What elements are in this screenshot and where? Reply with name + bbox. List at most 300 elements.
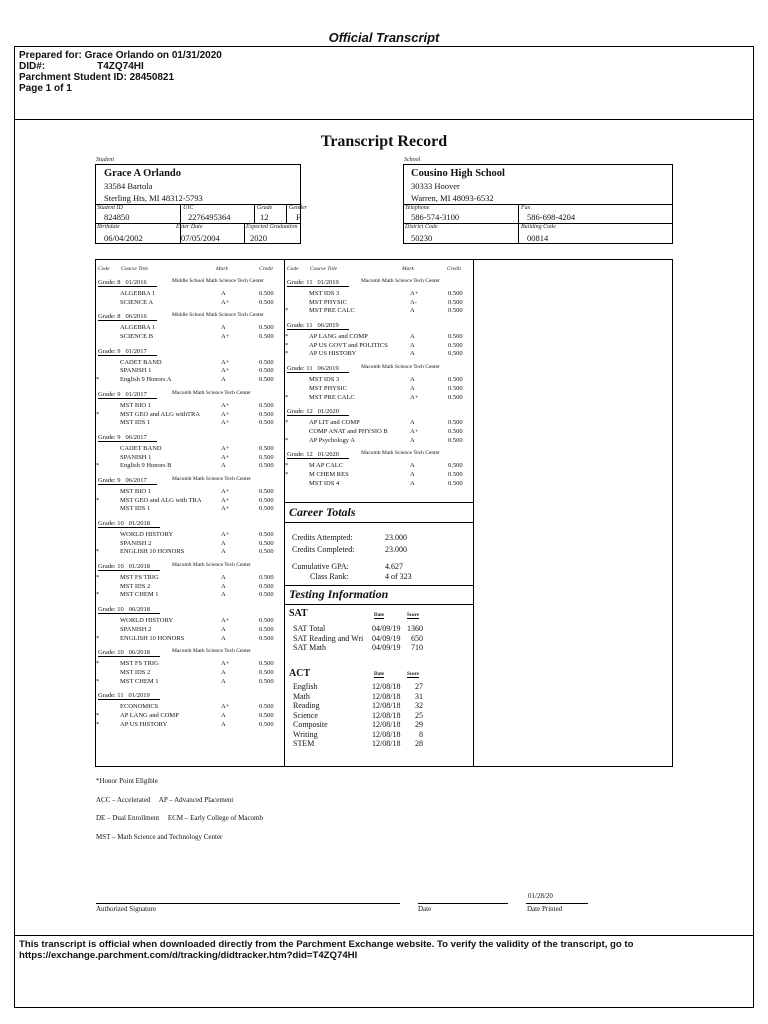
- course-mark: A: [221, 539, 226, 547]
- school-label: School: [404, 157, 421, 163]
- term-label: [98, 434, 157, 441]
- honor-marker: *: [285, 419, 289, 427]
- birthdate-value: 06/04/2002: [104, 233, 143, 243]
- term-header: [96, 476, 286, 488]
- term-label: [287, 451, 349, 458]
- course-mark: A: [221, 376, 226, 384]
- course-credit: 0.500: [259, 668, 274, 676]
- term-header: [285, 407, 473, 419]
- school-name: Cousino High School: [411, 168, 505, 179]
- test-date: 12/08/18: [372, 691, 401, 701]
- course-mark: A+: [221, 487, 230, 495]
- course-title: MST PRE CALC: [309, 307, 355, 315]
- term-date: 01/2018: [128, 563, 150, 571]
- course-mark: A: [221, 677, 226, 685]
- student-address2: Sterling Hts, MI 48312-5793: [104, 193, 203, 203]
- course-mark: A+: [221, 496, 230, 504]
- course-mark: A+: [221, 660, 230, 668]
- course-row: [96, 548, 286, 557]
- right-credit-header: Credit: [447, 266, 461, 272]
- right-title-header: Course Title: [310, 266, 338, 272]
- test-score-row: [293, 720, 473, 730]
- term-grade-date: [98, 563, 160, 571]
- course-mark: A: [221, 720, 226, 728]
- test-date: 12/08/18: [372, 710, 401, 720]
- course-mark: A: [410, 479, 415, 487]
- honor-marker: *: [96, 660, 100, 668]
- course-mark: A-: [410, 298, 417, 306]
- graduation-value: 2020: [250, 233, 267, 243]
- term-grade: Grade: 11: [287, 322, 313, 330]
- act-title: ACT: [289, 668, 311, 679]
- course-title: CADET BAND: [120, 358, 162, 366]
- test-score-row: [293, 730, 473, 740]
- term-date: 01/2020: [317, 408, 339, 416]
- course-title: MST GEO and ALG withTRA: [120, 410, 201, 418]
- credits-completed-value: 23.000: [385, 545, 407, 554]
- course-credit: 0.500: [259, 703, 274, 711]
- class-rank-value: 4 of 323: [385, 572, 412, 581]
- course-title: WORLD HISTORY: [120, 531, 174, 538]
- course-credit: 0.500: [259, 539, 274, 547]
- gender-label: Gender: [289, 205, 307, 211]
- course-title: MST FS TRIG: [120, 574, 159, 582]
- course-title: SCIENCE B: [120, 333, 154, 341]
- term-header: [96, 389, 289, 402]
- telephone-value: 586-574-3100: [411, 212, 460, 222]
- course-row: [96, 617, 286, 626]
- course-mark: A+: [410, 393, 419, 401]
- course-credit: 0.500: [259, 505, 274, 513]
- course-mark: A: [221, 574, 226, 582]
- course-mark: A: [410, 462, 415, 470]
- course-title: WORLD HISTORY: [120, 617, 174, 625]
- term-grade-date: [98, 348, 157, 356]
- course-row: [96, 324, 286, 333]
- course-credit: 0.500: [259, 720, 274, 728]
- course-credit: 0.500: [259, 419, 274, 427]
- course-row: [96, 411, 286, 420]
- course-row: [96, 660, 286, 669]
- test-score: 650: [411, 633, 423, 643]
- test-score: 710: [411, 643, 423, 652]
- course-title: MST IDS 2: [120, 582, 151, 590]
- term-header: [96, 648, 286, 660]
- course-credit: 0.500: [259, 401, 274, 409]
- sat-date-header: Date: [374, 613, 384, 618]
- term-label: [98, 477, 157, 484]
- course-row: [96, 712, 286, 721]
- date-line: [418, 903, 508, 904]
- course-title: SPANISH 2: [120, 539, 152, 547]
- term-institution: Macomb Math Science Tech Center: [172, 648, 251, 655]
- did-row: [19, 61, 222, 72]
- term-grade: Grade: 11: [287, 279, 313, 286]
- course-credit: 0.500: [259, 548, 274, 556]
- course-title: M AP CALC: [309, 462, 344, 470]
- course-title: MST FS TRIG: [120, 660, 159, 668]
- course-title: SPANISH 1: [120, 367, 152, 375]
- course-mark: A+: [221, 358, 230, 366]
- course-row: [285, 342, 473, 351]
- course-row: [96, 402, 286, 411]
- term-grade-date: [98, 313, 157, 321]
- term-label: [98, 692, 160, 699]
- prepared-for: Prepared for: Grace Orlando on 01/31/2020: [19, 50, 222, 61]
- term-label: [287, 365, 349, 372]
- act-date-header: Date: [374, 672, 384, 677]
- term-header: [96, 519, 286, 531]
- test-date: 12/08/18: [372, 701, 401, 710]
- course-credit: 0.500: [448, 393, 463, 401]
- student-name: Grace A Orlando: [104, 168, 181, 179]
- course-mark: A+: [410, 290, 419, 297]
- term-grade-date: [98, 520, 160, 528]
- course-mark: A: [410, 470, 415, 478]
- course-mark: A: [410, 307, 415, 315]
- course-mark: A: [410, 384, 415, 392]
- term-header: [96, 312, 286, 324]
- course-credit: 0.500: [259, 574, 274, 582]
- honor-marker: *: [96, 634, 100, 642]
- honor-marker: *: [96, 677, 100, 685]
- course-credit: 0.500: [259, 367, 274, 375]
- course-credit: 0.500: [259, 617, 274, 625]
- course-mark: A: [221, 290, 226, 297]
- course-title: SPANISH 1: [120, 453, 152, 461]
- term-header: [96, 347, 289, 359]
- term-date: 06/2018: [128, 606, 150, 614]
- term-date: 01/2016: [125, 279, 147, 286]
- course-mark: A: [410, 419, 415, 427]
- course-mark: A+: [221, 617, 230, 625]
- test-score: 25: [415, 710, 423, 720]
- course-row: [285, 480, 473, 489]
- term-grade: Grade: 9: [98, 347, 121, 355]
- course-mark: A+: [221, 444, 230, 452]
- term-label: [98, 391, 157, 398]
- test-score-row: [293, 739, 473, 749]
- term-grade: Grade: 8: [98, 279, 121, 286]
- term-grade: Grade: 9: [98, 433, 121, 441]
- course-mark: A+: [221, 367, 230, 375]
- course-row: [96, 669, 286, 678]
- course-title: MST PHYSIC: [309, 298, 347, 306]
- term-grade-date: [287, 322, 349, 330]
- course-credit: 0.500: [259, 634, 274, 642]
- course-title: MST BIO 1: [120, 401, 151, 409]
- course-row: [96, 531, 286, 540]
- honor-marker: *: [96, 720, 100, 728]
- course-mark: A: [221, 548, 226, 556]
- fax-label: Fax: [521, 205, 531, 211]
- term-date: 06/2017: [125, 433, 147, 441]
- term-institution: Middle School Math Science Tech Center: [172, 278, 264, 284]
- course-row: [285, 394, 473, 403]
- term-date: 01/2017: [125, 347, 147, 355]
- course-mark: A+: [221, 453, 230, 461]
- course-mark: A: [410, 333, 415, 341]
- test-score: 27: [415, 682, 423, 691]
- course-credit: 0.500: [448, 419, 463, 427]
- test-name: STEM: [293, 739, 315, 748]
- course-row: [285, 350, 473, 359]
- course-credit: 0.500: [448, 333, 463, 341]
- course-mark: A: [410, 341, 415, 349]
- term-grade-date: [287, 408, 349, 416]
- test-score-row: [293, 643, 473, 653]
- honor-marker: *: [96, 548, 100, 556]
- course-row: [96, 299, 286, 308]
- note-acc-ap: ACC – Accelerated AP – Advanced Placement: [96, 796, 234, 804]
- date-label: Date: [418, 905, 432, 913]
- course-mark: A+: [221, 419, 230, 427]
- course-title: COMP ANAT and PHYSIO B: [309, 427, 388, 435]
- term-grade-date: [98, 434, 157, 442]
- course-row: [96, 703, 286, 712]
- course-credit: 0.500: [259, 582, 274, 590]
- course-mark: A+: [221, 410, 230, 418]
- course-credit: 0.500: [259, 333, 274, 341]
- course-credit: 0.500: [448, 462, 463, 470]
- course-credit: 0.500: [259, 625, 274, 633]
- term-label: [98, 348, 157, 355]
- test-date: 04/09/19: [372, 624, 401, 633]
- test-score-row: [293, 682, 473, 692]
- test-score: 29: [415, 720, 423, 729]
- course-credit: 0.500: [448, 470, 463, 478]
- test-name: SAT Total: [293, 624, 326, 633]
- school-address2: Warren, MI 48093-6532: [411, 193, 494, 203]
- course-mark: A: [221, 582, 226, 590]
- course-row: [285, 307, 473, 316]
- course-credit: 0.500: [448, 341, 463, 349]
- term-date: 06/2019: [317, 322, 339, 330]
- course-title: MST IDS 2: [120, 668, 151, 676]
- enter-date-label: Enter Date: [176, 224, 203, 230]
- course-mark: A+: [221, 401, 230, 409]
- course-title: AP LANG and COMP: [120, 711, 179, 719]
- course-row: [285, 437, 473, 446]
- course-row: [96, 333, 289, 342]
- course-row: [96, 574, 286, 583]
- course-credit: 0.500: [259, 462, 274, 470]
- term-grade: Grade: 12: [287, 451, 313, 459]
- course-title: ECONOMICS: [120, 703, 159, 711]
- course-row: [96, 635, 286, 644]
- footer-url[interactable]: https://exchange.parchment.com/d/tracking/didtracker.htm?did=T4ZQ74HI: [19, 950, 358, 961]
- course-row: [96, 497, 286, 506]
- test-name: Writing: [293, 729, 318, 739]
- authorized-signature-label: Authorized Signature: [96, 905, 157, 913]
- course-title: SCIENCE A: [120, 298, 154, 306]
- term-institution: Macomb Math Science Tech Center: [361, 278, 440, 284]
- term-grade: Grade: 8: [98, 313, 121, 321]
- course-row: [285, 419, 473, 428]
- class-rank-label: Class Rank:: [310, 572, 349, 581]
- term-date: 06/2017: [125, 476, 147, 484]
- fax-value: 586-698-4204: [527, 212, 576, 222]
- district-label: District Code: [405, 224, 438, 230]
- term-grade-date: [98, 279, 157, 287]
- term-grade: Grade: 12: [287, 408, 313, 416]
- term-institution: Macomb Math Science Tech Center: [361, 364, 440, 371]
- term-grade: Grade: 10: [98, 520, 124, 527]
- course-mark: A+: [221, 333, 230, 341]
- course-row: [96, 591, 286, 600]
- term-label: [98, 520, 160, 527]
- course-title: MST CHEM 1: [120, 677, 159, 685]
- honor-marker: *: [285, 436, 289, 444]
- note-de-ecm: DE – Dual Enrollment ECM – Early College of Macomb: [96, 814, 263, 822]
- test-name: Composite: [293, 720, 328, 729]
- test-date: 12/08/18: [372, 720, 401, 729]
- course-mark: A: [410, 376, 415, 384]
- footer-rule: [14, 935, 754, 936]
- test-score: 32: [415, 701, 423, 710]
- course-row: [96, 488, 286, 497]
- course-row: [285, 376, 473, 385]
- course-mark: A: [221, 625, 226, 633]
- test-score-row: [293, 701, 473, 711]
- term-grade-date: [287, 365, 349, 373]
- right-code-header: Code: [287, 266, 299, 272]
- honor-marker: *: [285, 333, 289, 341]
- course-credit: 0.500: [259, 531, 274, 538]
- course-title: SPANISH 2: [120, 625, 152, 633]
- term-header: [285, 278, 473, 290]
- course-title: MST PHYSIC: [309, 384, 347, 392]
- course-title: AP US HISTORY: [120, 720, 168, 728]
- test-name: SAT Math: [293, 643, 326, 652]
- test-name: English: [293, 682, 318, 691]
- course-title: MST IDS 3: [309, 376, 340, 384]
- term-grade: Grade: 10: [98, 563, 124, 571]
- school-address1: 30333 Hoover: [411, 181, 460, 191]
- term-date: 01/2018: [128, 520, 150, 527]
- course-title: AP LANG and COMP: [309, 333, 368, 341]
- verification-footer: [19, 939, 754, 961]
- date-printed-label: Date Printed: [527, 905, 563, 913]
- course-mark: A+: [221, 703, 230, 711]
- course-row: [96, 626, 286, 635]
- course-credit: 0.500: [259, 660, 274, 668]
- course-credit: 0.500: [448, 298, 463, 306]
- course-mark: A: [221, 324, 226, 332]
- honor-marker: *: [285, 350, 289, 358]
- student-label: Student: [96, 157, 114, 163]
- course-mark: A: [221, 634, 226, 642]
- uic-label: UIC: [183, 205, 194, 211]
- course-credit: 0.500: [259, 453, 274, 461]
- term-header: [96, 562, 286, 574]
- course-title: AP LIT and COMP: [309, 419, 360, 427]
- course-title: ALGEBRA 1: [120, 324, 156, 332]
- term-institution: Macomb Math Science Tech Center: [172, 562, 251, 569]
- term-label: [98, 606, 160, 613]
- building-label: Building Code: [521, 224, 556, 230]
- course-row: [96, 462, 289, 471]
- credits-attempted-value: 23.000: [385, 533, 407, 542]
- did-value: T4ZQ74HI: [97, 61, 144, 72]
- course-row: [96, 540, 286, 549]
- test-score: 28: [415, 739, 423, 748]
- course-title: CADET BAND: [120, 444, 162, 452]
- course-mark: A+: [221, 505, 230, 513]
- test-date: 12/08/18: [372, 739, 401, 748]
- term-date: 01/2019: [317, 279, 339, 286]
- term-date: 06/2016: [125, 313, 147, 321]
- course-mark: A: [221, 668, 226, 676]
- note-mst: MST – Math Science and Technology Center: [96, 833, 223, 841]
- course-mark: A+: [410, 427, 419, 435]
- term-grade-date: [98, 391, 157, 399]
- course-credit: 0.500: [259, 677, 274, 685]
- header-info: [19, 50, 222, 94]
- grade-label: Grade: [257, 205, 273, 211]
- date-printed-line: [526, 903, 588, 904]
- term-date: 01/2019: [128, 692, 150, 700]
- right-mark-header: Mark: [402, 266, 414, 272]
- honor-marker: *: [285, 470, 289, 478]
- header-rule: [14, 119, 754, 120]
- act-scores: [293, 682, 473, 749]
- course-row: [96, 290, 286, 299]
- test-score-row: [293, 624, 473, 634]
- course-title: ALGEBRA 1: [120, 290, 156, 297]
- telephone-label: Telephone: [405, 205, 430, 211]
- term-header: [285, 364, 473, 376]
- course-title: English 9 Honors A: [120, 376, 172, 384]
- course-credit: 0.500: [259, 591, 274, 599]
- term-header: [285, 321, 473, 333]
- term-label: [98, 563, 160, 570]
- course-mark: A: [410, 350, 415, 358]
- course-row: [96, 367, 286, 376]
- test-score-row: [293, 634, 473, 644]
- course-row: [96, 678, 286, 687]
- course-row: [96, 505, 286, 514]
- course-row: [96, 419, 289, 428]
- course-mark: A: [221, 591, 226, 599]
- term-label: [287, 408, 349, 415]
- term-grade-date: [98, 606, 160, 614]
- course-credit: 0.500: [448, 376, 463, 384]
- testing-title: Testing Information: [289, 587, 389, 601]
- course-title: AP US HISTORY: [309, 350, 357, 358]
- course-title: AP Psychology A: [309, 436, 355, 444]
- term-grade: Grade: 10: [98, 606, 124, 614]
- honor-marker: *: [285, 307, 289, 315]
- course-title: ENGLISH 10 HONORS: [120, 548, 185, 556]
- course-mark: A: [410, 436, 415, 444]
- course-credit: 0.500: [259, 376, 274, 384]
- test-date: 12/08/18: [372, 682, 401, 691]
- course-row: [285, 385, 473, 394]
- footer-line1: This transcript is official when downloaded directly from the Parchment Exchange website. To verify the validity of the transcript, go to: [19, 939, 634, 950]
- student-id: 824850: [104, 212, 130, 222]
- test-name: Reading: [293, 701, 320, 710]
- course-credit: 0.500: [259, 711, 274, 719]
- course-row: [96, 376, 286, 385]
- term-label: [98, 649, 160, 656]
- gender-value: F: [296, 212, 301, 222]
- birthdate-label: Birthdate: [97, 224, 120, 230]
- building-value: 00814: [527, 233, 549, 243]
- course-title: MST CHEM 1: [120, 591, 159, 599]
- test-score: 1360: [407, 624, 423, 633]
- honor-marker: *: [96, 462, 100, 470]
